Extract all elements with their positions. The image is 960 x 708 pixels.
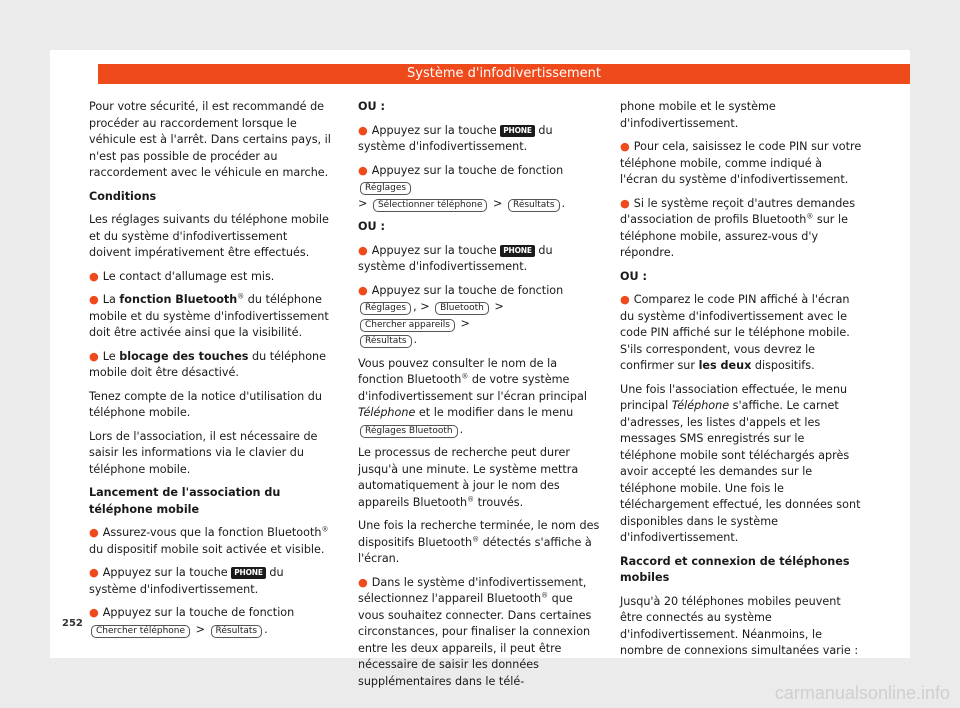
trademark-icon: ® [541, 591, 549, 600]
bullet-item: ● Le blocage des touches du téléphone mobile doit être désactivé. [89, 349, 327, 379]
heading-ou: OU : [358, 220, 385, 233]
bullet-item: ● Le contact d'allumage est mis. [89, 269, 275, 283]
bullet-icon: ● [358, 575, 368, 589]
bullet-icon: ● [358, 123, 368, 137]
bullet-item: ● Comparez le code PIN affiché à l'écran du système d'infodivertissement avec le code PIN affiché sur le téléphone mobile. S'ils correspondent, vous devrez le confirmer sur les deux dispositifs. [620, 293, 850, 372]
watermark: carmanualsonline.info [774, 683, 950, 703]
bullet-icon: ● [358, 283, 368, 297]
bullet-item: ● Pour cela, saisissez le code PIN sur votre téléphone mobile, comme indiqué à l'écran du système d'infodivertissement. [620, 140, 862, 186]
bullet-icon: ● [89, 293, 99, 306]
paragraph: phone mobile et le système d'infodivertissement. [620, 100, 776, 130]
bullet-item: ● Appuyez sur la touche de fonction Réglages , > Bluetooth > Chercher appareils > Résultats . [358, 283, 564, 346]
section-header: Système d'infodivertissement [98, 64, 910, 84]
column-3 [620, 99, 862, 667]
key-reglages: Réglages [360, 302, 411, 315]
bullet-icon: ● [89, 349, 99, 363]
bullet-icon: ● [89, 566, 99, 579]
bullet-item: ● La fonction Bluetooth® du téléphone mobile et du système d'infodivertissement doit être activée ainsi que la visibilité. [89, 292, 329, 339]
bullet-icon: ● [358, 243, 368, 257]
paragraph: Tenez compte de la notice d'utilisation du téléphone mobile. [89, 389, 322, 419]
key-chercher-appareils: Chercher appareils [360, 319, 455, 332]
trademark-icon: ® [237, 292, 245, 301]
bullet-icon: ● [358, 163, 368, 177]
trademark-icon: ® [472, 534, 480, 543]
bullet-item: ● Dans le système d'infodivertissement, sélectionnez l'appareil Bluetooth® que vous souhaitez connecter. Dans certaines circonstances, pour finaliser la connexion entre les deux appareils, il peut être nécessaire de saisir les données supplémentaires dans le télé- [358, 575, 592, 688]
trademark-icon: ® [467, 494, 475, 503]
bullet-item: ● Assurez-vous que la fonction Bluetooth® du dispositif mobile soit activée et visible. [89, 525, 329, 556]
column-1 [89, 99, 331, 645]
bullet-item: ● Appuyez sur la touche PHONE du système d'infodivertissement. [358, 243, 553, 273]
bullet-item: ● Appuyez sur la touche de fonction Réglages > Sélectionner téléphone > Résultats . [358, 163, 566, 210]
bullet-icon: ● [620, 196, 630, 210]
trademark-icon: ® [461, 372, 469, 381]
heading-conditions: Conditions [89, 189, 157, 203]
paragraph: Une fois l'association effectuée, le menu principal Téléphone s'affiche. Le carnet d'adresses, les listes d'appels et les messages SMS enregistrés sur le téléphone mobile sont téléchargés après avoir accepté les demandes sur le téléphone mobile. Une fois le téléchargement effectué, les données sont disponibles dans le système d'infodivertissement. [620, 382, 861, 544]
paragraph: Une fois la recherche terminée, le nom des dispositifs Bluetooth® détectés s'affiche à l'écran. [358, 519, 600, 565]
phone-key-icon: PHONE [231, 567, 266, 579]
column-2 [358, 99, 600, 697]
bullet-icon: ● [620, 140, 630, 153]
paragraph: Les réglages suivants du téléphone mobile et du système d'infodivertissement doivent impérativement être effectués. [89, 213, 329, 259]
paragraph: Le processus de recherche peut durer jusqu'à une minute. Le système mettra automatiquement à jour le nom des appareils Bluetooth® trouvés. [358, 446, 579, 509]
key-selectionner-telephone: Sélectionner téléphone [373, 199, 488, 212]
key-resultats: Résultats [508, 199, 560, 212]
key-resultats: Résultats [360, 335, 412, 348]
phone-key-icon: PHONE [500, 245, 535, 257]
heading-lancement: Lancement de l'association du téléphone mobile [89, 486, 281, 516]
key-reglages-bluetooth: Réglages Bluetooth [360, 425, 458, 438]
key-chercher-telephone: Chercher téléphone [91, 625, 190, 638]
key-resultats: Résultats [211, 625, 263, 638]
heading-ou: OU : [358, 100, 385, 113]
bullet-icon: ● [89, 269, 99, 283]
bullet-item: ● Appuyez sur la touche PHONE du système d'infodivertissement. [358, 123, 553, 153]
bullet-item: ● Appuyez sur la touche PHONE du système d'infodivertissement. [89, 566, 284, 596]
paragraph: Jusqu'à 20 téléphones mobiles peuvent être connectés au système d'infodivertissement. Néanmoins, le nombre de connexions simultanées varie : [620, 594, 859, 657]
paragraph: Vous pouvez consulter le nom de la fonction Bluetooth® de votre système d'infodivertissement sur l'écran principal Téléphone et le modifier dans le menu Réglages Bluetooth . [358, 356, 587, 436]
bullet-icon: ● [89, 606, 99, 619]
bullet-item: ● Si le système reçoit d'autres demandes d'association de profils Bluetooth® sur le téléphone mobile, assurez-vous d'y répondre. [620, 196, 856, 259]
bullet-icon: ● [620, 293, 630, 306]
paragraph: Pour votre sécurité, il est recommandé de procéder au raccordement lorsque le véhicule est à l'arrêt. Dans certains pays, il n'est pas possible de procéder au raccordement avec le véhicule en marche. [89, 100, 331, 179]
paragraph: Lors de l'association, il est nécessaire de saisir les informations via le clavier du téléphone mobile. [89, 429, 318, 476]
heading-ou: OU : [620, 269, 647, 283]
key-reglages: Réglages [360, 182, 411, 195]
page-number: 252 [62, 618, 83, 629]
trademark-icon: ® [321, 525, 329, 534]
heading-raccord: Raccord et connexion de téléphones mobiles [620, 554, 850, 584]
bullet-item: ● Appuyez sur la touche de fonction Chercher téléphone > Résultats . [89, 606, 295, 636]
manual-page [50, 50, 910, 688]
bullet-icon: ● [89, 526, 99, 539]
key-bluetooth: Bluetooth [435, 302, 489, 315]
trademark-icon: ® [806, 212, 814, 221]
phone-key-icon: PHONE [500, 125, 535, 137]
